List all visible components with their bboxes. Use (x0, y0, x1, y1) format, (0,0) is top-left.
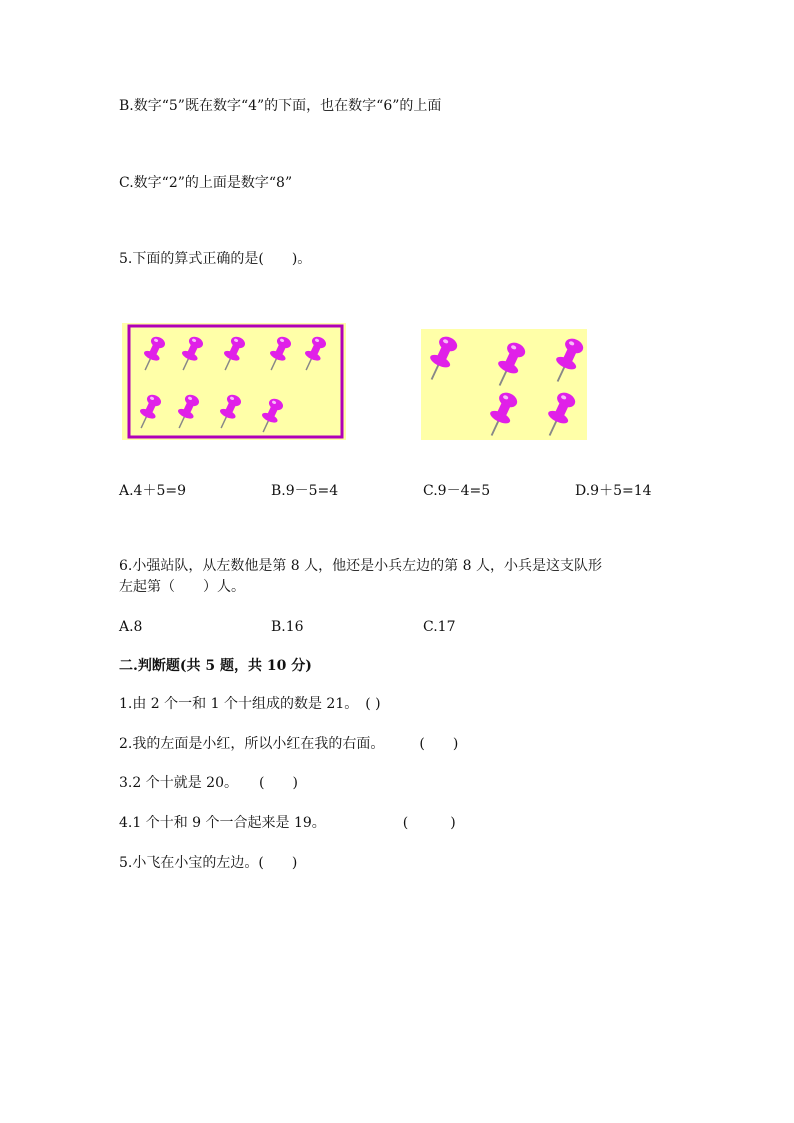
left-pin-group (122, 323, 346, 440)
q5-stem: 5.下面的算式正确的是( )。 (119, 251, 312, 267)
q6-option-a: A.8 (119, 619, 143, 635)
q5-option-d: D.9＋5=14 (575, 483, 652, 499)
q6-stem-line2: 左起第（ ）人。 (119, 579, 245, 595)
section2-heading: 二.判断题(共 5 题，共 10 分) (119, 658, 312, 674)
tf-question-4: 4.1 个十和 9 个一合起来是 19。 ( ) (119, 815, 456, 831)
right-pin-group (421, 329, 587, 440)
q4-option-b: B.数字“5”既在数字“4”的下面，也在数字“6”的上面 (119, 98, 442, 114)
tf-question-3: 3.2 个十就是 20。 ( ) (119, 775, 298, 791)
q6-stem-line1: 6.小强站队，从左数他是第 8 人，他还是小兵左边的第 8 人，小兵是这支队形 (119, 558, 602, 574)
q5-option-c: C.9－4=5 (423, 483, 491, 499)
q5-option-a: A.4＋5=9 (119, 483, 187, 499)
tf-question-1: 1.由 2 个一和 1 个十组成的数是 21。 ( ) (119, 696, 381, 712)
q5-option-b: B.9－5=4 (271, 483, 339, 499)
tf-question-2: 2.我的左面是小红，所以小红在我的右面。 ( ) (119, 736, 459, 752)
q6-option-b: B.16 (271, 619, 304, 635)
q6-option-c: C.17 (423, 619, 456, 635)
q4-option-c: C.数字“2”的上面是数字“8” (119, 175, 293, 191)
tf-question-5: 5.小飞在小宝的左边。( ) (119, 855, 298, 871)
